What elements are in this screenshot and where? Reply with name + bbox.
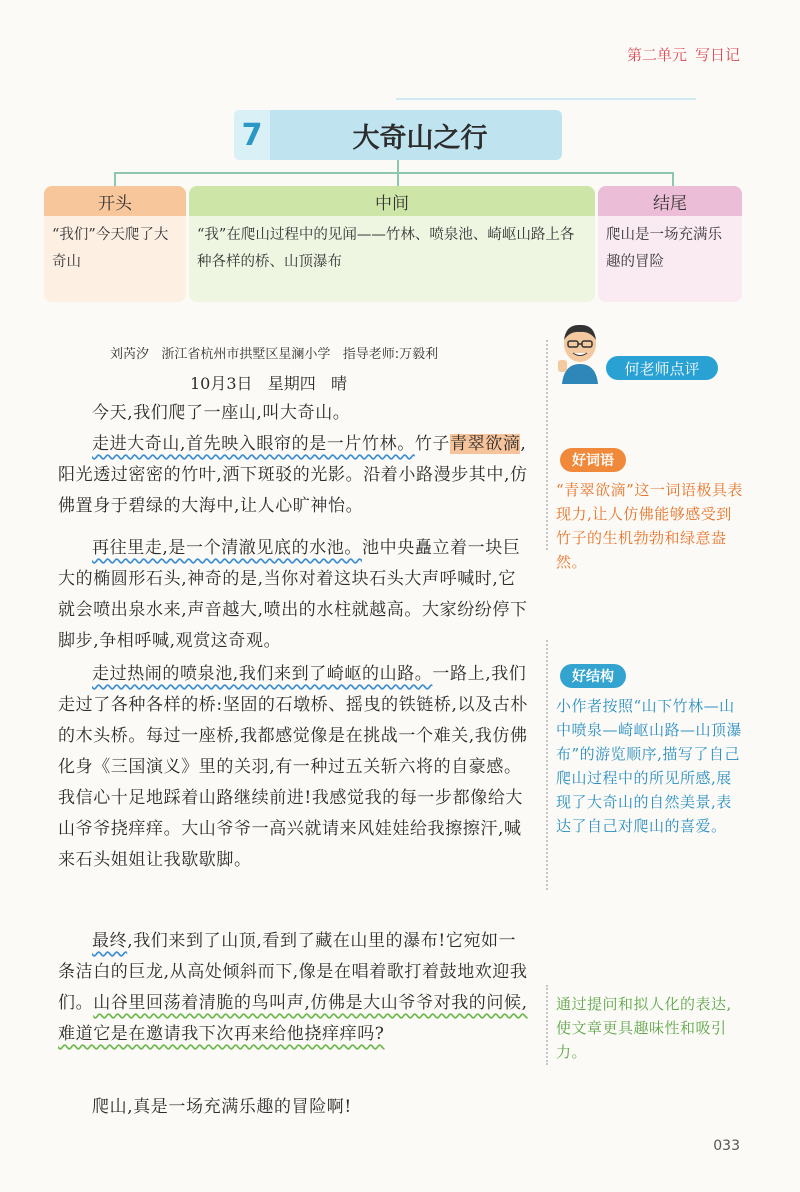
paragraph-4	[58, 659, 528, 876]
lesson-title: 大奇山之行	[352, 122, 488, 154]
unit-header	[627, 44, 740, 65]
outline-middle-heading: 中间	[189, 186, 595, 216]
p4-text-b: 一路上,我们走过了各种各样的桥:坚固的石墩桥、摇曳的铁链桥,以及古朴的木头桥。每过一座桥,我都感觉像是在挑战一个难关,我仿佛化身《三国演义》里的关羽,有一种过五关斩六将的自豪感。我信心十足地踩着山路继续前进!我感觉我的每一步都像给大山爷爷挠痒痒。大山爷爷一高兴就请来风娃娃给我擦擦汗,喊来石头姐姐让我歇歇脚。	[58, 664, 528, 870]
paragraph-5	[58, 926, 528, 1050]
p2-text-c: ,阳光透过密密的竹叶,洒下斑驳的光影。沿着小路漫步其中,仿佛置身于碧绿的大海中,让人心旷神怡。	[58, 434, 528, 516]
unit-topic: 写日记	[694, 46, 740, 64]
paragraph-6: 爬山,真是一场充满乐趣的冒险啊!	[92, 1097, 352, 1117]
teacher-avatar	[556, 322, 604, 384]
p4-underlined: 走过热闹的喷泉池,我们来到了崎岖的山路。	[92, 664, 433, 684]
good-structure-note: 小作者按照“山下竹林—山中喷泉—崎岖山路—山顶瀑布”的游览顺序,描写了自己爬山过程中的所见所感,展现了大奇山的自然美景,表达了自己对爬山的喜爱。	[556, 697, 743, 835]
diary-date: 10月3日 星期四 晴	[190, 374, 348, 393]
unit-label: 第二单元	[626, 46, 687, 64]
p3-underlined: 再往里走,是一个清澈见底的水池。	[92, 538, 363, 558]
outline-end-heading: 结尾	[598, 186, 742, 216]
final-review-note: 通过提问和拟人化的表达,使文章更具趣味性和吸引力。	[556, 995, 732, 1061]
review-divider-1	[546, 340, 548, 550]
outline-middle	[189, 186, 595, 302]
review-divider-3	[546, 985, 548, 1065]
p5-text-b: ,我们来到了山顶,看到了藏在山里的瀑布!它宛如一条洁白的巨龙,从高处倾斜而下,像是在唱着歌打着鼓地欢迎我们。	[58, 931, 528, 1013]
outline-start	[44, 186, 186, 302]
lesson-number: 7	[234, 110, 270, 160]
outline-connector-mid	[397, 172, 399, 186]
p5-green-underlined: 山谷里回荡着清脆的鸟叫声,仿佛是大山爷爷对我的问候,难道它是在邀请我下次再来给他挠痒痒吗?	[58, 993, 528, 1044]
author-line: 刘芮汐 浙江省杭州市拱墅区星澜小学 指导老师:万毅利	[110, 347, 439, 362]
p5-underlined: 最终	[92, 931, 128, 951]
page-number: 033	[713, 1138, 740, 1154]
paragraph-1: 今天,我们爬了一座山,叫大奇山。	[92, 403, 351, 423]
p3-text-b: 池中央矗立着一块巨大的椭圆形石头,神奇的是,当你对着这块石头大声呼喊时,它就会喷出泉水来,声音越大,喷出的水柱就越高。大家纷纷停下脚步,争相呼喊,观赏这奇观。	[58, 538, 528, 651]
teacher-review-label: 何老师点评	[606, 356, 718, 380]
outline-end	[598, 186, 742, 302]
good-structure-tag: 好结构	[560, 664, 626, 688]
outline-connector-stem	[397, 160, 399, 172]
p2-highlight: 青翠欲滴	[450, 434, 521, 454]
good-words-tag: 好词语	[560, 448, 626, 472]
outline-start-heading: 开头	[44, 186, 186, 216]
good-words-note: “青翠欲滴”这一词语极具表现力,让人仿佛能够感受到竹子的生机勃勃和绿意盎然。	[556, 481, 743, 571]
outline-middle-text: “我”在爬山过程中的见闻——竹林、喷泉池、崎岖山路上各种各样的桥、山顶瀑布	[197, 227, 575, 270]
p2-text-b: 竹子	[414, 434, 451, 454]
outline-end-text: 爬山是一场充满乐趣的冒险	[606, 227, 722, 270]
paragraph-3	[58, 533, 528, 657]
p2-underlined: 走进大奇山,首先映入眼帘的是一片竹林。	[92, 434, 415, 454]
paragraph-2	[58, 429, 528, 522]
outline-start-text: “我们”今天爬了大奇山	[52, 227, 169, 270]
review-divider-2	[546, 640, 548, 890]
